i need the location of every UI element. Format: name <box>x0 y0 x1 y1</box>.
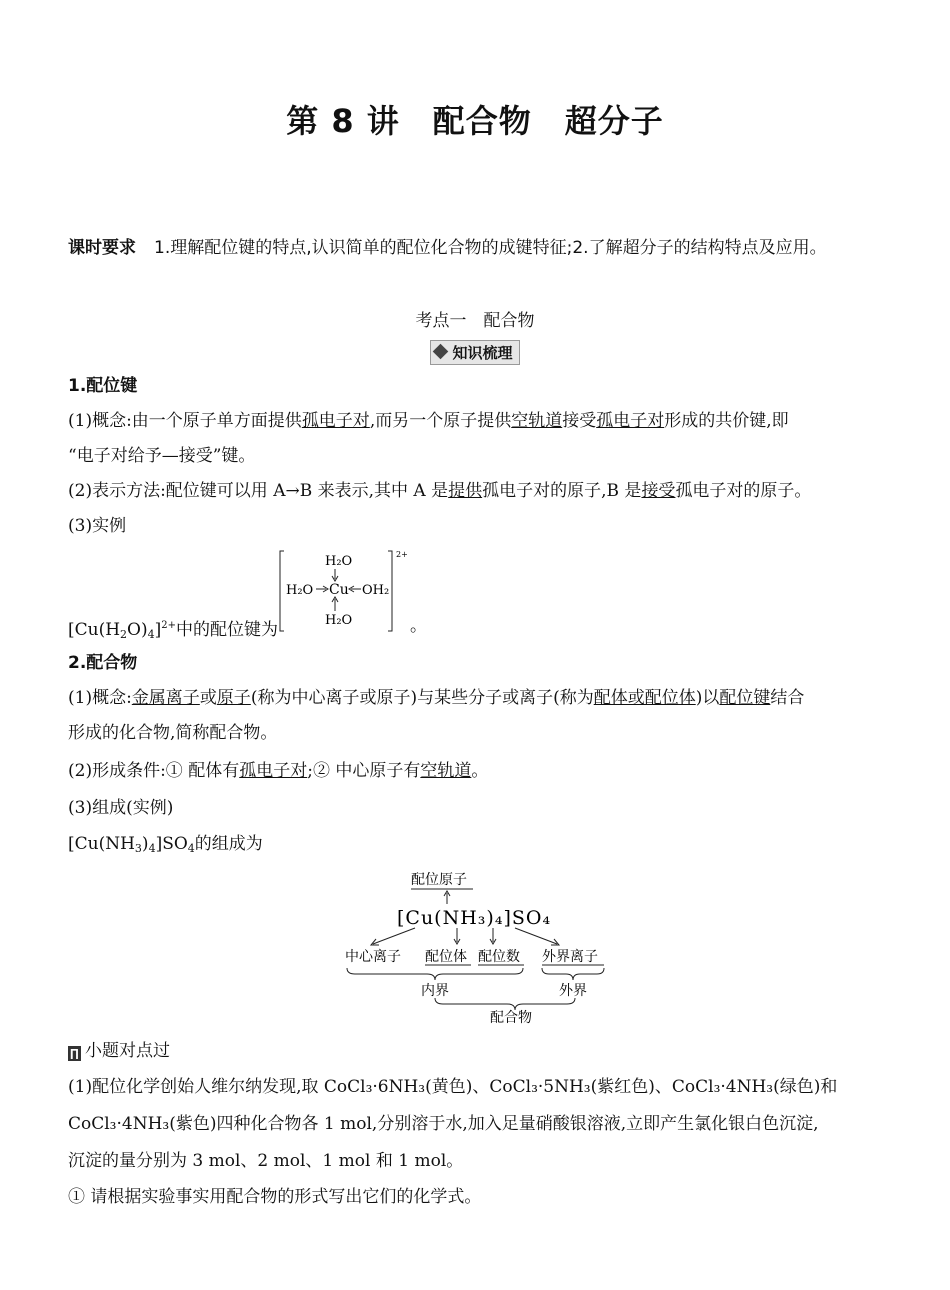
ligand-right: OH₂ <box>362 583 390 598</box>
complex-composition-label: (3)组成(实例) <box>68 798 174 818</box>
lesson-title: 第 8 讲 配合物 超分子 <box>286 102 664 140</box>
text-run: 或 <box>199 688 217 708</box>
brace-complex <box>435 998 575 1010</box>
subscript: 4 <box>187 842 195 855</box>
text-run: [Cu(NH <box>68 834 135 854</box>
text-run: )以 <box>695 688 720 708</box>
knowledge-badge <box>430 340 519 365</box>
practice-heading-label: 小题对点过 <box>85 1041 170 1061</box>
lesson-requirement <box>68 230 883 266</box>
answer-blank: 空轨道 <box>420 761 472 781</box>
text-run: 形成的共价键,即 <box>664 411 789 431</box>
complex-composition-diagram <box>335 862 620 1032</box>
section-heading: 考点一 配合物 <box>415 311 535 331</box>
subscript: 2 <box>120 628 128 641</box>
label-complex: 配合物 <box>490 1010 532 1026</box>
arrow-central-ion <box>373 928 415 944</box>
answer-blank: 金属离子 <box>131 688 200 708</box>
answer-blank: 原子 <box>216 688 251 708</box>
label-outer-ion: 外界离子 <box>542 949 598 965</box>
complex-composition-text <box>68 833 883 860</box>
charge-label: 2+ <box>396 550 408 559</box>
practice-heading <box>68 1040 883 1062</box>
coord-bond-example-text <box>68 615 288 646</box>
arrow-outer-ion <box>515 928 557 944</box>
text-run: O) <box>127 620 148 640</box>
complex-concept <box>68 687 883 709</box>
text-run: (称为中心离子或原子)与某些分子或离子(称为 <box>250 688 594 708</box>
label-ligand: 配位体 <box>425 949 467 965</box>
subscript: 4 <box>148 842 156 855</box>
knowledge-badge-label: 知识梳理 <box>452 344 513 362</box>
requirement-text: 1.理解配位键的特点,认识简单的配位化合物的成键特征;2.了解超分子的结构特点及应用。 <box>154 238 827 258</box>
text-run: (2)形成条件:① 配体有 <box>68 761 240 781</box>
label-coord-atom: 配位原子 <box>411 872 467 888</box>
formula-cu-nh3-so4: [Cu(NH₃)₄]SO₄ <box>397 907 552 929</box>
text-run: ] <box>154 620 162 640</box>
central-atom: Cu <box>329 582 349 598</box>
answer-blank: 接受 <box>641 481 676 501</box>
subsection-title-coordinate-bond: 1.配位键 <box>68 376 138 396</box>
diamond-icon <box>433 344 449 360</box>
ligand-bottom: H₂O <box>325 613 353 628</box>
text-run: 的组成为 <box>194 834 263 854</box>
practice-q1-line3: 沉淀的量分别为 3 mol、2 mol、1 mol 和 1 mol。 <box>68 1151 464 1171</box>
text-run: 孤电子对的原子,B 是 <box>482 481 642 501</box>
example-end-mark: 。 <box>410 616 427 636</box>
subscript: 4 <box>147 628 155 641</box>
text-run: ) <box>141 834 149 854</box>
cu-h2o-structure <box>275 545 415 637</box>
superscript: 2+ <box>161 620 177 631</box>
answer-blank: 孤电子对 <box>596 411 665 431</box>
text-run: (2)表示方法:配位键可以用 A→B 来表示,其中 A 是 <box>68 481 449 501</box>
practice-q1-subquestion: ① 请根据实验事实用配合物的形式写出它们的化学式。 <box>68 1187 482 1207</box>
label-central-ion: 中心离子 <box>345 949 401 965</box>
answer-blank: 孤电子对 <box>301 411 370 431</box>
knowledge-badge-row <box>0 340 950 365</box>
text-run: 。 <box>471 761 489 781</box>
requirement-label: 课时要求 <box>68 238 136 258</box>
text-run: ,而另一个原子提供 <box>369 411 512 431</box>
complex-formation-condition <box>68 760 883 782</box>
coord-bond-example-label: (3)实例 <box>68 516 127 536</box>
coord-bond-concept-line2: “电子对给予—接受”键。 <box>68 446 256 466</box>
label-outer-sphere: 外界 <box>559 983 587 999</box>
text-run: 孤电子对的原子。 <box>675 481 812 501</box>
subsection-title-complex: 2.配合物 <box>68 653 138 673</box>
text-run: ;② 中心原子有 <box>307 761 421 781</box>
label-inner-sphere: 内界 <box>421 983 449 999</box>
text-run: 中的配位键为 <box>176 620 279 640</box>
complex-concept-line2: 形成的化合物,简称配合物。 <box>68 723 278 743</box>
brace-outer-sphere <box>542 968 604 980</box>
ligand-left: H₂O <box>286 583 314 598</box>
text-run: [Cu(H <box>68 620 121 640</box>
answer-blank: 空轨道 <box>511 411 563 431</box>
answer-blank: 提供 <box>448 481 483 501</box>
text-run: 结合 <box>770 688 805 708</box>
subscript: 3 <box>134 842 142 855</box>
text-run: (1)概念:由一个原子单方面提供 <box>68 411 302 431</box>
practice-q1-line2: CoCl₃·4NH₃(紫色)四种化合物各 1 mol,分别溶于水,加入足量硝酸银溶液,立即产生氯化银白色沉淀, <box>68 1114 819 1134</box>
practice-badge-icon: ∏ <box>68 1046 81 1061</box>
coord-bond-concept <box>68 410 883 432</box>
text-run: ]SO <box>155 834 188 854</box>
answer-blank: 孤电子对 <box>239 761 308 781</box>
text-run: (1)概念: <box>68 688 132 708</box>
brace-inner-sphere <box>347 968 523 980</box>
label-coord-number: 配位数 <box>478 949 520 965</box>
ligand-top: H₂O <box>325 554 353 569</box>
practice-q1-line1: (1)配位化学创始人维尔纳发现,取 CoCl₃·6NH₃(黄色)、CoCl₃·5NH₃(紫红色)、CoCl₃·4NH₃(绿色)和 <box>68 1077 838 1097</box>
answer-blank: 配位键 <box>719 688 771 708</box>
answer-blank: 配体或配位体 <box>593 688 696 708</box>
text-run: 接受 <box>562 411 597 431</box>
coord-bond-notation <box>68 480 883 502</box>
